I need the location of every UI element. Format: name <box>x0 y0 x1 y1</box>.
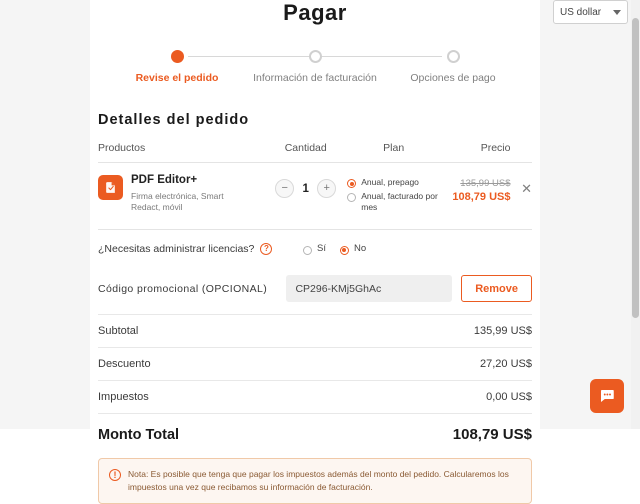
order-details-title: Detalles del pedido <box>98 112 250 128</box>
table-row <box>98 163 532 230</box>
total-label: Impuestos <box>98 391 149 404</box>
product-name: PDF Editor+ <box>131 174 198 186</box>
chevron-down-icon <box>613 10 621 15</box>
promo-code-input[interactable] <box>286 275 452 302</box>
radio-icon[interactable] <box>347 193 356 202</box>
total-value: 27,20 US$ <box>480 358 532 371</box>
total-value: 135,99 US$ <box>473 325 532 338</box>
tax-note-text: Nota: Es posible que tenga que pagar los impuestos además del monto del pedido. Calcularemos los impuestos una vez que recibamos su información de facturación. <box>128 469 509 492</box>
license-question <box>98 243 298 255</box>
quantity-decrease-button[interactable]: − <box>275 179 294 198</box>
step-dot-icon <box>171 50 184 63</box>
quantity-stepper <box>264 174 347 198</box>
step-label: Opciones de pago <box>410 72 496 84</box>
license-management-row <box>98 230 532 267</box>
chat-support-button[interactable] <box>590 379 624 413</box>
total-label: Subtotal <box>98 325 139 338</box>
page-title: Pagar <box>283 0 347 25</box>
info-icon: ! <box>109 469 121 481</box>
chat-bubble-icon <box>598 387 616 405</box>
step-payment-options[interactable] <box>384 48 522 84</box>
checkout-content <box>90 0 540 492</box>
license-option-label: Sí <box>317 243 326 255</box>
checkout-stepper <box>108 48 522 98</box>
grand-total-value: 108,79 US$ <box>452 426 532 444</box>
total-label: Descuento <box>98 358 151 371</box>
price-discounted: 108,79 US$ <box>452 191 511 203</box>
license-option-yes[interactable] <box>303 243 326 255</box>
remove-promo-button[interactable]: Remove <box>461 275 532 302</box>
promo-code-row <box>98 267 532 312</box>
step-review-order[interactable] <box>108 48 246 84</box>
order-table <box>98 142 532 230</box>
quantity-increase-button[interactable]: + <box>317 179 336 198</box>
plan-option-annual-prepaid[interactable] <box>347 177 440 188</box>
remove-item-button[interactable]: ✕ <box>521 181 532 196</box>
pdf-document-icon <box>98 175 123 200</box>
radio-icon[interactable] <box>347 179 356 188</box>
plan-option-annual-monthly-billed[interactable] <box>347 191 440 212</box>
column-header-price: Precio <box>480 142 511 154</box>
quantity-value: 1 <box>302 182 309 195</box>
price-cell <box>440 174 510 203</box>
radio-icon[interactable] <box>340 246 349 255</box>
price-original: 135,99 US$ <box>460 178 511 189</box>
license-option-no[interactable] <box>340 243 366 255</box>
scrollbar-thumb[interactable] <box>632 18 639 318</box>
grand-total-label: Monto Total <box>98 426 180 443</box>
column-header-products: Productos <box>98 142 146 154</box>
step-billing-info[interactable] <box>246 48 384 84</box>
totals-section <box>98 314 532 453</box>
step-label: Revise el pedido <box>135 72 219 84</box>
total-value: 0,00 US$ <box>486 391 532 404</box>
currency-label: US dollar <box>560 6 602 18</box>
left-gutter <box>0 0 90 429</box>
grand-total-row <box>98 413 532 453</box>
help-icon[interactable]: ? <box>260 243 272 255</box>
plan-options <box>347 174 440 215</box>
license-options <box>303 243 366 255</box>
currency-selector[interactable] <box>553 0 628 24</box>
step-label: Información de facturación <box>253 72 377 84</box>
column-header-quantity: Cantidad <box>284 142 327 154</box>
license-option-label: No <box>353 243 367 255</box>
radio-icon[interactable] <box>303 246 312 255</box>
step-dot-icon <box>447 50 460 63</box>
product-description: Firma electrónica, Smart Redact, móvil <box>131 190 224 213</box>
order-table-header <box>98 142 532 163</box>
total-line-subtotal <box>98 314 532 347</box>
product-cell <box>98 174 264 214</box>
plan-option-label: Anual, prepago <box>361 177 419 187</box>
license-question-label: ¿Necesitas administrar licencias? <box>98 243 255 256</box>
total-line-discount <box>98 347 532 380</box>
total-line-taxes <box>98 380 532 413</box>
promo-code-label: Código promocional (OPCIONAL) <box>98 282 268 295</box>
right-gutter <box>540 0 640 429</box>
column-header-plan: Plan <box>383 142 405 154</box>
plan-option-label: Anual, facturado por mes <box>361 191 438 212</box>
tax-note <box>98 458 532 504</box>
scrollbar[interactable] <box>631 0 640 429</box>
step-dot-icon <box>309 50 322 63</box>
